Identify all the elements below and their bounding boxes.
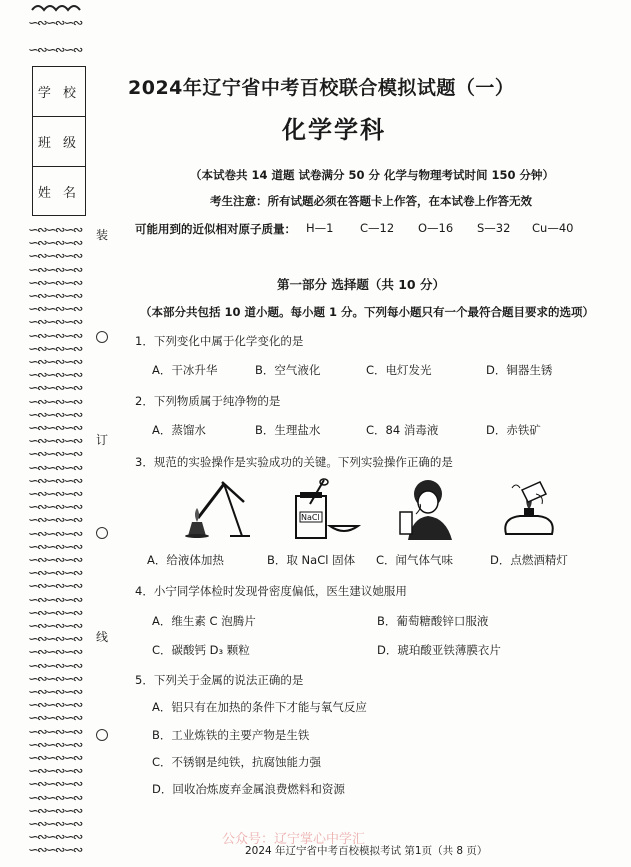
deco-border-row: ∽∾∽∾∽∾ (28, 830, 82, 845)
deco-border-row: ∽∾∽∾∽∾ (28, 434, 82, 449)
deco-border-row: ∽∾∽∾∽∾ (28, 579, 82, 594)
take-nacl-illustration (290, 478, 362, 540)
deco-border-row: ∽∾∽∾∽∾ (28, 315, 82, 330)
deco-border-row: ∽∾∽∾∽∾ (28, 777, 82, 792)
atomic-mass-cu: Cu—40 (532, 221, 574, 235)
school-field[interactable]: 学 校 (33, 67, 85, 117)
deco-border-row: ∽∾∽∾∽∾ (28, 593, 82, 608)
deco-border-row: ∽∾∽∾∽∾ (28, 395, 82, 410)
page-footer: 2024 年辽宁省中考百校模拟考试 第1页（共 8 页） (245, 845, 488, 857)
exam-title: 2024年辽宁省中考百校联合模拟试题（一） (128, 77, 515, 99)
nacl-label: NaCl (301, 513, 320, 522)
atomic-mass-c: C—12 (360, 221, 395, 235)
top-decoration (30, 2, 86, 12)
question-1-option-a[interactable]: A．干冰升华 (152, 363, 218, 377)
deco-border-row: ∽∾∽∾∽∾ (28, 381, 82, 396)
deco-border-row: ∽∾∽∾∽∾ (28, 223, 82, 238)
deco-border-row: ∽∾∽∾∽∾ (28, 817, 82, 832)
question-1-option-c[interactable]: C．电灯发光 (366, 363, 432, 377)
deco-border-row: ∽∾∽∾∽∾ (28, 843, 82, 858)
binding-char-zhuang: 装 (96, 228, 109, 242)
deco-border-row: ∽∾∽∾∽∾ (28, 659, 82, 674)
deco-border-row: ∽∾∽∾∽∾ (28, 276, 82, 291)
question-4-option-c[interactable]: C．碳酸钙 D₃ 颗粒 (152, 643, 250, 657)
part-title: 第一部分 选择题（共 10 分） (277, 277, 445, 292)
part-instruction: （本部分共包括 10 道小题。每小题 1 分。下列每小题只有一个最符合题目要求的选项） (140, 305, 595, 319)
deco-border-row: ∽∾∽∾∽∾ (28, 540, 82, 555)
deco-border-row: ∽∾∽∾∽∾ (28, 368, 82, 383)
deco-border-row: ∽∾∽∾∽∾ (28, 725, 82, 740)
question-4-option-b[interactable]: B．葡萄糖酸锌口服液 (377, 614, 489, 628)
deco-border-row: ∽∾∽∾∽∾ (28, 566, 82, 581)
question-4-option-a[interactable]: A．维生素 C 泡腾片 (152, 614, 256, 628)
watermark: 公众号：辽宁掌心中学汇 (222, 832, 366, 847)
deco-border-row: ∽∾∽∾∽∾ (28, 342, 82, 357)
binding-hole (96, 527, 108, 539)
atomic-mass-h: H—1 (306, 221, 334, 235)
question-3-stem: 3．规范的实验操作是实验成功的关键。下列实验操作正确的是 (135, 455, 453, 469)
question-3-option-d[interactable]: D．点燃酒精灯 (490, 553, 568, 567)
heating-liquid-illustration (178, 478, 250, 540)
question-3-option-c[interactable]: C．闻气体气味 (376, 553, 454, 567)
deco-border-row: ∽∾∽∾∽∾ (28, 553, 82, 568)
atomic-mass-o: O—16 (418, 221, 454, 235)
deco-border-row: ∽∾∽∾∽∾ (28, 474, 82, 489)
deco-border-row: ∽∾∽∾∽∾ (28, 16, 82, 31)
light-alcohol-lamp-illustration (498, 478, 560, 540)
atomic-mass-s: S—32 (477, 221, 511, 235)
deco-border-row: ∽∾∽∾∽∾ (28, 500, 82, 515)
binding-hole (96, 331, 108, 343)
deco-border-row: ∽∾∽∾∽∾ (28, 645, 82, 660)
atomic-mass-label: 可能用到的近似相对原子质量： (135, 222, 296, 236)
question-2-option-b[interactable]: B．生理盐水 (255, 423, 321, 437)
deco-border-row: ∽∾∽∾∽∾ (28, 355, 82, 370)
deco-border-row: ∽∾∽∾∽∾ (28, 711, 82, 726)
question-5-option-d[interactable]: D．回收冶炼废弃金属浪费燃料和资源 (152, 782, 345, 796)
deco-border-row: ∽∾∽∾∽∾ (28, 487, 82, 502)
question-2-stem: 2．下列物质属于纯净物的是 (135, 394, 281, 408)
student-info-box (32, 66, 86, 216)
deco-border-row: ∽∾∽∾∽∾ (28, 791, 82, 806)
class-field[interactable]: 班 级 (33, 117, 85, 167)
deco-border-row: ∽∾∽∾∽∾ (28, 804, 82, 819)
deco-border-row: ∽∾∽∾∽∾ (28, 698, 82, 713)
question-5-option-c[interactable]: C．不锈钢是纯铁，抗腐蚀能力强 (152, 755, 322, 769)
binding-char-ding: 订 (96, 433, 109, 447)
question-2-option-d[interactable]: D．赤铁矿 (486, 423, 541, 437)
deco-border-row: ∽∾∽∾∽∾ (28, 527, 82, 542)
deco-border-row: ∽∾∽∾∽∾ (28, 738, 82, 753)
binding-char-xian: 线 (96, 630, 109, 644)
subject-title: 化学学科 (282, 116, 386, 144)
question-2-option-c[interactable]: C．84 消毒液 (366, 423, 439, 437)
exam-meta: （本试卷共 14 道题 试卷满分 50 分 化学与物理考试时间 150 分钟） (190, 168, 555, 182)
binding-hole (96, 729, 108, 741)
name-field[interactable]: 姓 名 (37, 186, 81, 201)
deco-border-row: ∽∾∽∾∽∾ (28, 329, 82, 344)
deco-border-row: ∽∾∽∾∽∾ (28, 249, 82, 264)
deco-border-row: ∽∾∽∾∽∾ (28, 236, 82, 251)
question-1-stem: 1．下列变化中属于化学变化的是 (135, 334, 304, 348)
question-5-option-a[interactable]: A．铝只有在加热的条件下才能与氧气反应 (152, 700, 367, 714)
question-3-option-a[interactable]: A．给液体加热 (147, 553, 224, 567)
deco-border-row: ∽∾∽∾∽∾ (28, 513, 82, 528)
deco-border-row: ∽∾∽∾∽∾ (28, 764, 82, 779)
deco-border-row: ∽∾∽∾∽∾ (28, 263, 82, 278)
question-3-option-b[interactable]: B．取 NaCl 固体 (267, 553, 356, 567)
deco-border-row: ∽∾∽∾∽∾ (28, 672, 82, 687)
question-5-stem: 5．下列关于金属的说法正确的是 (135, 673, 304, 687)
deco-border-row: ∽∾∽∾∽∾ (28, 461, 82, 476)
question-4-stem: 4．小宁同学体检时发现骨密度偏低，医生建议她服用 (135, 584, 407, 598)
deco-border-row: ∽∾∽∾∽∾ (28, 447, 82, 462)
question-1-option-d[interactable]: D．铜器生锈 (486, 363, 553, 377)
question-5-option-b[interactable]: B．工业炼铁的主要产物是生铁 (152, 728, 310, 742)
deco-border-row: ∽∾∽∾∽∾ (28, 751, 82, 766)
question-4-option-d[interactable]: D．琥珀酸亚铁薄膜衣片 (377, 643, 501, 657)
deco-border-row: ∽∾∽∾∽∾ (28, 619, 82, 634)
question-2-option-a[interactable]: A．蒸馏水 (152, 423, 206, 437)
exam-notice: 考生注意：所有试题必须在答题卡上作答，在本试卷上作答无效 (210, 194, 532, 208)
deco-border-row: ∽∾∽∾∽∾ (28, 606, 82, 621)
deco-border-row: ∽∾∽∾∽∾ (28, 421, 82, 436)
deco-border-row: ∽∾∽∾∽∾ (28, 632, 82, 647)
deco-border-row: ∽∾∽∾∽∾ (28, 408, 82, 423)
question-1-option-b[interactable]: B．空气液化 (255, 363, 321, 377)
deco-border-row: ∽∾∽∾∽∾ (28, 43, 82, 58)
deco-border-row: ∽∾∽∾∽∾ (28, 302, 82, 317)
deco-border-row: ∽∾∽∾∽∾ (28, 289, 82, 304)
smell-gas-illustration (398, 478, 460, 540)
deco-border-row: ∽∾∽∾∽∾ (28, 685, 82, 700)
